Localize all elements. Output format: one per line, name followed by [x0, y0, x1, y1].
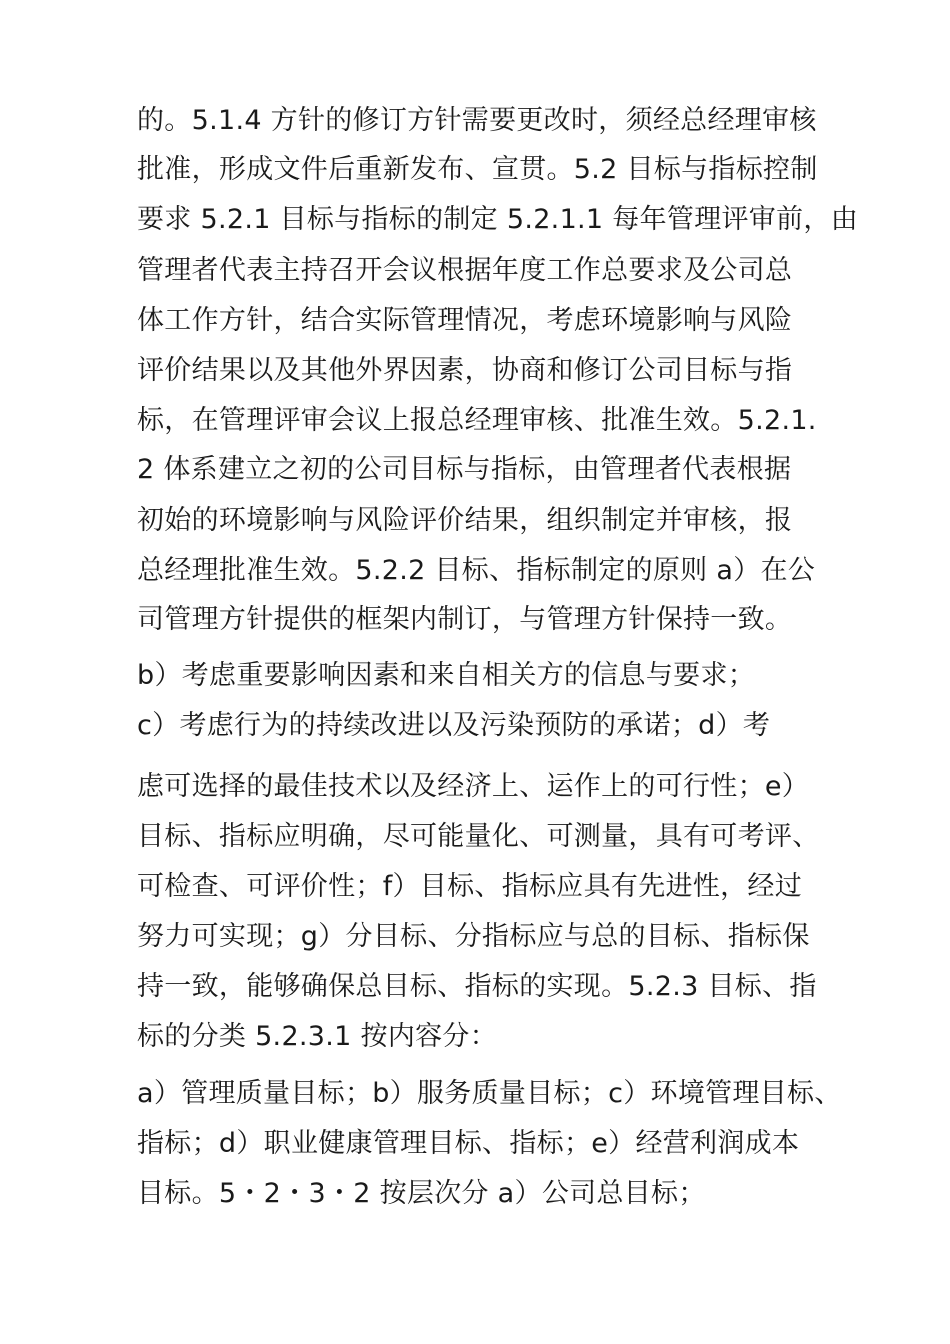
paragraph-line: 初始的环境影响与风险评价结果，组织制定并审核，报: [137, 505, 793, 536]
paragraph-line: 管理者代表主持召开会议根据年度工作总要求及公司总: [137, 255, 793, 286]
paragraph-line: 可检查、可评价性；f）目标、指标应具有先进性，经过: [137, 871, 803, 902]
paragraph-line: 体工作方针，结合实际管理情况，考虑环境影响与风险: [137, 305, 793, 336]
paragraph-line: 指标；d）职业健康管理目标、指标；e）经营利润成本: [137, 1128, 800, 1159]
paragraph-line: a）管理质量目标；b）服务质量目标；c）环境管理目标、: [137, 1078, 842, 1109]
paragraph-line: 目标、指标应明确，尽可能量化、可测量，具有可考评、: [137, 821, 820, 852]
paragraph-line: 2 体系建立之初的公司目标与指标，由管理者代表根据: [137, 454, 792, 485]
paragraph-line: 的。5.1.4 方针的修订方针需要更改时，须经总经理审核: [137, 105, 817, 136]
paragraph-line: 司管理方针提供的框架内制订，与管理方针保持一致。: [137, 604, 793, 635]
paragraph-line: 要求 5.2.1 目标与指标的制定 5.2.1.1 每年管理评审前，由: [137, 204, 858, 235]
paragraph-line: 批准，形成文件后重新发布、宣贯。5.2 目标与指标控制: [137, 154, 818, 185]
paragraph-line: 持一致，能够确保总目标、指标的实现。5.2.3 目标、指: [137, 971, 817, 1002]
paragraph-line: 标，在管理评审会议上报总经理审核、批准生效。5.2.1.: [137, 405, 817, 436]
list-item-line: c）考虑行为的持续改进以及污染预防的承诺；d）考: [137, 710, 771, 741]
paragraph-line: 标的分类 5.2.3.1 按内容分：: [137, 1021, 498, 1052]
paragraph-line: 虑可选择的最佳技术以及经济上、运作上的可行性；e）: [137, 771, 810, 802]
paragraph-line: 努力可实现；g）分目标、分指标应与总的目标、指标保: [137, 921, 810, 952]
paragraph-line: 评价结果以及其他外界因素，协商和修订公司目标与指: [137, 355, 793, 386]
list-item-line: b）考虑重要影响因素和来自相关方的信息与要求；: [137, 660, 756, 691]
paragraph-line: 目标。5・2・3・2 按层次分 a）公司总目标；: [137, 1178, 706, 1209]
paragraph-line: 总经理批准生效。5.2.2 目标、指标制定的原则 a）在公: [137, 555, 816, 586]
